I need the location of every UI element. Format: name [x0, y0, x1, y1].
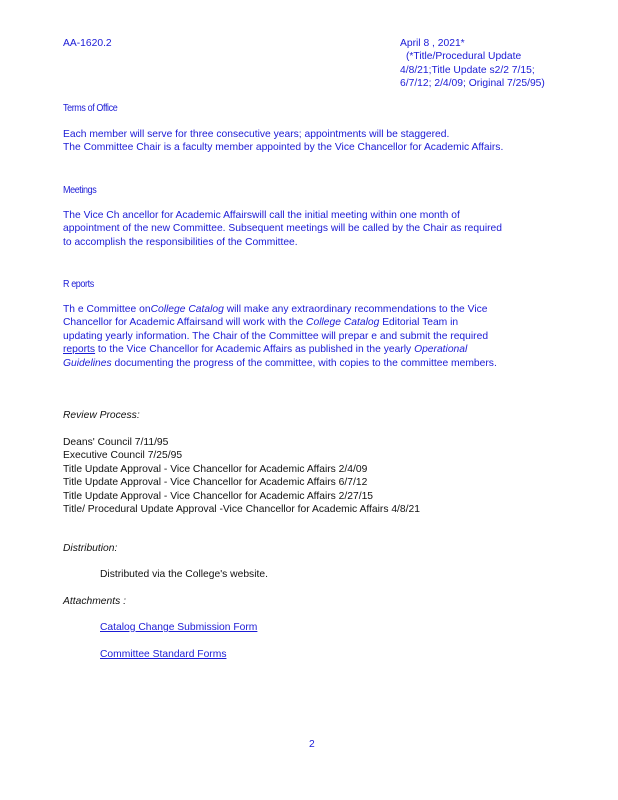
- review-item: Deans' Council 7/11/95: [63, 437, 169, 448]
- review-item: Executive Council 7/25/95: [63, 450, 183, 462]
- terms-heading: Terms of Office: [63, 102, 118, 114]
- revision-date: April 8 , 2021*: [400, 38, 465, 49]
- terms-line: The Committee Chair is a faculty member appointed by the Vice Chancellor for Academic Affairs.: [63, 142, 504, 154]
- guidelines-title: Guidelines: [63, 357, 112, 369]
- reports-text: Chancellor for Academic Affairsand will work with the: [63, 317, 307, 329]
- guidelines-title: Operational: [414, 344, 468, 356]
- distribution-text: Distributed via the College's website.: [100, 569, 268, 580]
- reports-text: Editorial Team in: [379, 317, 459, 329]
- catalog-title: College Catalog: [306, 317, 380, 329]
- reports-text: to the Vice Chancellor for Academic Affairs as published in the yearly: [95, 344, 415, 356]
- meetings-body: [63, 209, 563, 249]
- reports-line: updating yearly information. The Chair of the Committee will prepar e and submit the required: [63, 330, 489, 342]
- meetings-heading: Meetings: [63, 184, 97, 196]
- review-item: Title/ Procedural Update Approval -Vice Chancellor for Academic Affairs 4/8/21: [63, 504, 420, 516]
- catalog-title: College Catalog: [150, 304, 224, 315]
- reports-link[interactable]: reports: [63, 344, 96, 356]
- document-id: AA-1620.2: [63, 38, 112, 49]
- terms-line: Each member will serve for three consecutive years; appointments will be staggered.: [63, 129, 450, 140]
- reports-body: [63, 303, 563, 370]
- revision-date-block: [400, 37, 545, 91]
- page-number: 2: [309, 739, 315, 750]
- revision-history-line: 4/8/21;Title Update s2/2 7/15;: [400, 64, 535, 76]
- revision-history-line: 6/7/12; 2/4/09; Original 7/25/95): [400, 78, 545, 90]
- meetings-line: to accomplish the responsibilities of the Committee.: [63, 236, 298, 248]
- reports-line: [63, 343, 563, 356]
- catalog-change-form-link[interactable]: Catalog Change Submission Form: [100, 622, 258, 633]
- reports-text: will make any extraordinary recommendations to the Vice: [223, 304, 488, 315]
- terms-body: [63, 128, 563, 155]
- reports-text: documenting the progress of the committee, with copies to the committee members.: [111, 357, 497, 369]
- revision-history-line: (*Title/Procedural Update: [406, 51, 522, 63]
- attachments-heading: Attachments :: [63, 596, 126, 607]
- meetings-line: appointment of the new Committee. Subsequent meetings will be called by the Chair as required: [63, 223, 503, 235]
- review-item: Title Update Approval - Vice Chancellor for Academic Affairs 2/27/15: [63, 490, 374, 502]
- reports-line: [63, 303, 563, 316]
- reports-line: [63, 357, 563, 370]
- distribution-heading: Distribution:: [63, 543, 118, 554]
- review-list: [63, 436, 563, 516]
- meetings-line: The Vice Ch ancellor for Academic Affairswill call the initial meeting within one month of: [63, 210, 460, 221]
- reports-heading: R eports: [63, 278, 94, 290]
- reports-line: [63, 316, 563, 329]
- committee-standard-forms-link[interactable]: Committee Standard Forms: [100, 649, 227, 660]
- reports-text: Th e Committee on: [63, 304, 151, 315]
- review-item: Title Update Approval - Vice Chancellor for Academic Affairs 2/4/09: [63, 463, 368, 475]
- review-item: Title Update Approval - Vice Chancellor for Academic Affairs 6/7/12: [63, 477, 368, 489]
- review-heading: Review Process:: [63, 410, 140, 421]
